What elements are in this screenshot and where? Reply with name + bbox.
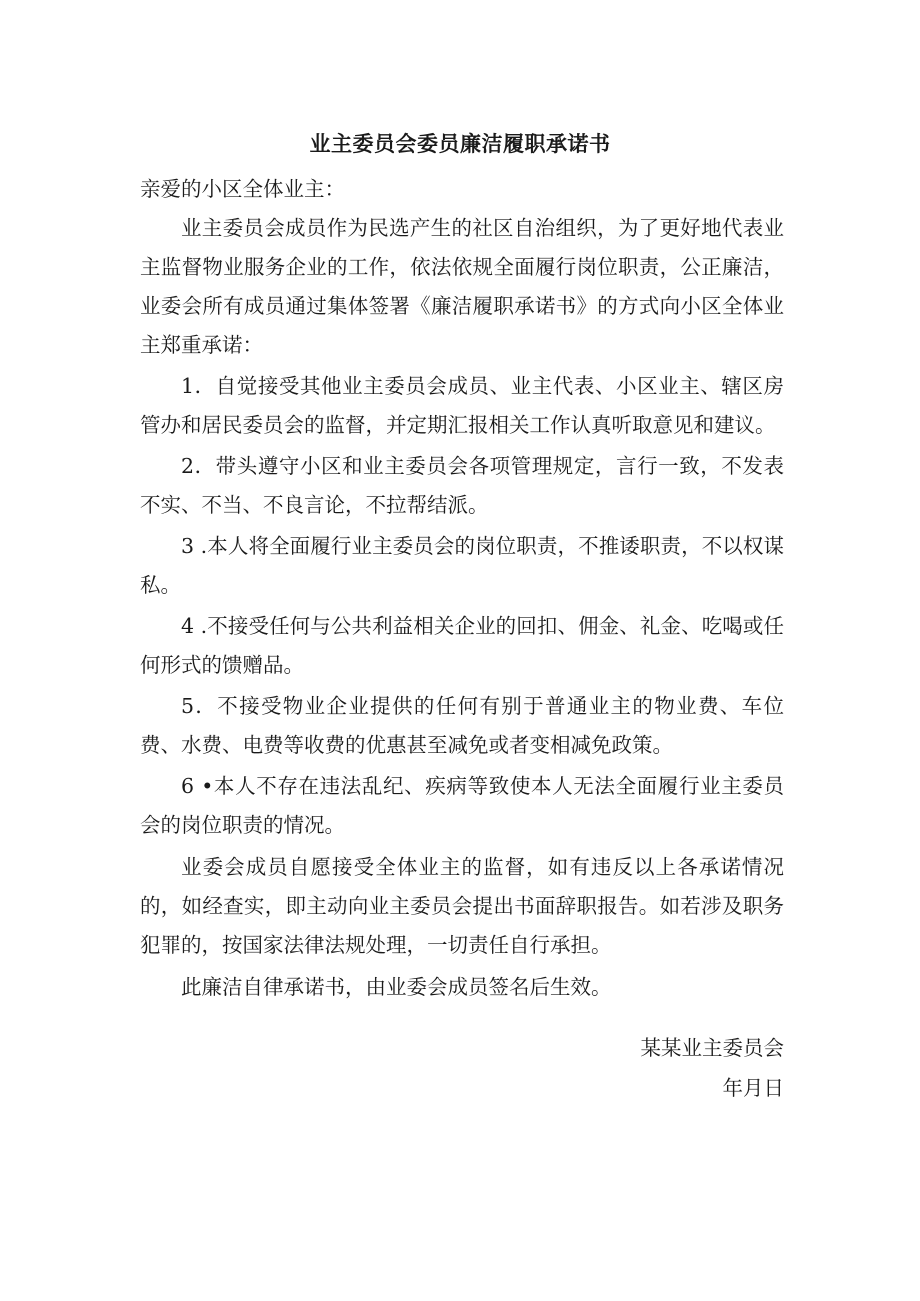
commitment-item-1: 1．自觉接受其他业主委员会成员、业主代表、小区业主、辖区房管办和居民委员会的监督，并定期汇报相关工作认真听取意见和建议。 bbox=[140, 374, 784, 437]
salutation: 亲爱的小区全体业主： bbox=[140, 177, 345, 201]
commitment-item-2: 2．带头遵守小区和业主委员会各项管理规定，言行一致，不发表不实、不当、不良言论，不拉帮结派。 bbox=[140, 454, 784, 517]
document-body bbox=[140, 170, 784, 1007]
commitment-item-4: 4 .不接受任何与公共利益相关企业的回扣、佣金、礼金、吃喝或任何形式的馈赠品。 bbox=[140, 614, 784, 677]
commitment-item-6: 6 •本人不存在违法乱纪、疾病等致使本人无法全面履行业主委员会的岗位职责的情况。 bbox=[140, 774, 784, 837]
signature-block bbox=[641, 1028, 785, 1108]
signature-organization: 某某业主委员会 bbox=[640, 1036, 784, 1060]
closing-paragraph: 业委会成员自愿接受全体业主的监督，如有违反以上各承诺情况的，如经查实，即主动向业主委员会提出书面辞职报告。如若涉及职务犯罪的，按国家法律法规处理，一切责任自行承担。 bbox=[140, 855, 784, 957]
signature-date: 年月日 bbox=[722, 1076, 784, 1100]
intro-paragraph: 业主委员会成员作为民选产生的社区自治组织，为了更好地代表业主监督物业服务企业的工作，依法依规全面履行岗位职责，公正廉洁，业委会所有成员通过集体签署《廉洁履职承诺书》的方式向小区全体业主郑重承诺： bbox=[140, 216, 784, 357]
commitment-item-5: 5．不接受物业企业提供的任何有别于普通业主的物业费、车位费、水费、电费等收费的优惠甚至减免或者变相减免政策。 bbox=[140, 694, 784, 757]
document-title: 业主委员会委员廉洁履职承诺书 bbox=[309, 132, 611, 156]
commitment-item-3: 3 .本人将全面履行业主委员会的岗位职责，不推诿职责，不以权谋私。 bbox=[140, 534, 784, 597]
effective-statement: 此廉洁自律承诺书，由业委会成员签名后生效。 bbox=[181, 975, 612, 999]
